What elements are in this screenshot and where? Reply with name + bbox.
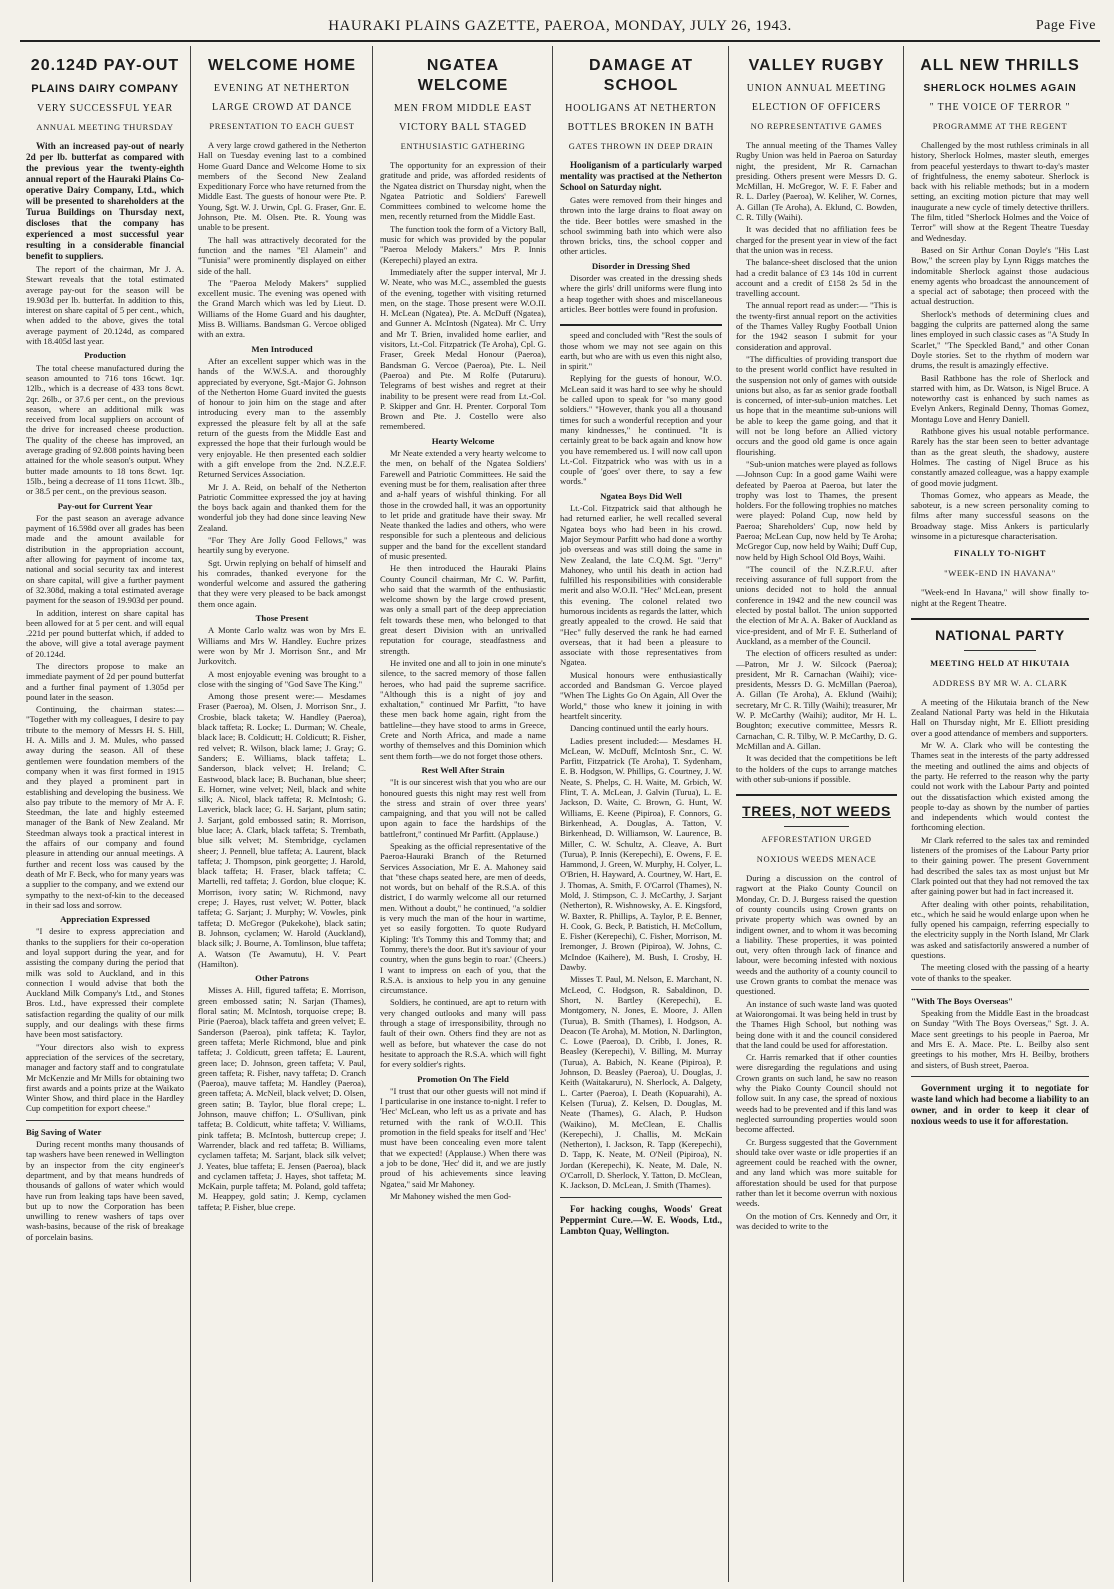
paragraph: A most enjoyable evening was brought to a close with the singing of "God Save The King.": [198, 668, 366, 689]
headline: ALL NEW THRILLS: [920, 57, 1080, 74]
paragraph: The meeting closed with the passing of a hearty vote of thanks to the speaker.: [911, 962, 1089, 983]
paragraph: The report of the chairman, Mr J. A. Stewart reveals that the total estimated average pay-out for the season will be 19.903d per lb. butterfat. In addition to this, interest on share capital of 5 per cent., which, when added to the above, gives the total average payment of 20.124d, as compared with 18.405d last year.: [26, 264, 184, 347]
paragraph: Government urging it to negotiate for waste land which had become a liability to an owner, and in order to keep it clear of noxious weeds to use it for afforestation.: [911, 1082, 1089, 1126]
paragraph: Misses A. Hill, figured taffeta; E. Morrison, green embossed satin; N. Sarjan (Thames), floral satin; M. McIntosh, torquoise crepe; B. Pirie (Paeroa), black taffeta and green velvet; E. Sanderson (Paeroa), pink taffeta; K. Taylor, green taffeta; Merle Richmond, blue and pink taffeta; J. Coldicutt, green taffeta; E. Laurent, green lace; D. Johnson, green taffeta; V. Paul, green taffeta; R. Fisher, navy taffeta; D. Cranch (Paeroa), mauve taffeta; M. Handley (Paeroa), green taffeta; A. McNeil, black velvet; D. Olsen, green satin; B. Taylor, blue floral crepe; L. Johnson, mauve chiffon; L. O'Sullivan, pink taffeta; B. Coldicutt, white taffeta; V. Williams, pink taffeta; B. McIntosh, buttercup crepe; J. Warrender, black and red taffeta; B. Williams, cyclamen taffeta; M. Sarjant, black silk velvet; J. Yeates, blue taffeta; E. Jensen (Paeroa), black and cyclamen taffeta; J. Hayes, shot taffeta; M. McKain, purple taffeta; M. Poland, gold taffeta; M. Heappey, gold satin; J. Kemp, cyclamen taffeta; P. Fisher, blue crepe.: [198, 985, 366, 1212]
paragraph: Challenged by the most ruthless criminals in all history, Sherlock Holmes, master sleuth, emerges from peaceful yesterdays to thwart to-day's master of frightfulness, the enemy saboteur. Sherlock is back with his reliable methods; but in a modern setting, an exciting motion picture that may well inaugurate a new cycle of timely detective thrillers. The film, titled "Sherlock Holmes and the Voice of Terror" will show at the Regent Theatre Tuesday and Wednesday.: [911, 140, 1089, 243]
headline: WELCOME HOME: [208, 57, 356, 74]
paragraph: The total cheese manufactured during the season amounted to 716 tons 16cwt. 1qr. 12lb., which is a decrease of 433 tons 8cwt. 2qr. 26lb., or 37.6 per cent., on the previous season, where an additional milk was received from local suppliers on account of the drive for increased cheese production. The quality of the cheese has improved, an average grading of 92.808 points having been attained for the whole season's output. Whey butter made amounts to 18 tons 8cwt. 1qr. 15lb., being a decrease of 11 tons 11cwt. 3lb., or 38.5 per cent., on the previous season.: [26, 362, 184, 497]
headline: NGATEA WELCOME: [417, 57, 509, 94]
paragraph: Sgt. Urwin replying on behalf of himself and his comrades, thanked everyone for the wonderful welcome and assured the gathering that they were very pleased to be back amongst them once again.: [198, 557, 366, 609]
paragraph: The function took the form of a Victory Ball, music for which was provided by the popular "Paeroa Melody Makers." Mrs P. Innis (Kerepechi) played an extra.: [380, 223, 546, 265]
paragraph: "I desire to express appreciation and thanks to the suppliers for their co-operation and loyal support during the year, and for assisting the company during the period that milk was sold to Auckland, and in this connection I would advise that both the Auckland Milk Company's Ltd., and Stones Bros. Ltd., have expressed their complete satisfaction regarding the quality of our milk supply, and our dealings with these firms have been most satisfactory.: [26, 926, 184, 1040]
column-damage-at-school: [554, 48, 728, 1578]
subheadline: PLAINS DAIRY COMPANY: [31, 83, 179, 95]
paragraph: Cr. Harris remarked that if other counties were disregarding the regulations and using Crown grants on such land, he saw no reason why the Piako County Council should not follow suit. In any case, the spread of noxious weeds had to be prevented and if this land was neglected surrounding properties would soon become affected.: [736, 1052, 897, 1135]
section-heading: FINALLY TO-NIGHT: [953, 548, 1047, 559]
headline: TREES, NOT WEEDS: [742, 803, 891, 820]
paragraph: For the past season an average advance payment of 16.598d over all grades has been made and the amount available for distribution in the appropriation account, after allowing for payment of income tax, national and social security tax and interest on share capital, will give a further payment of 32.308d, making a total estimated average payment for the season of 19.903d per pound.: [26, 512, 184, 606]
subheadline: NOXIOUS WEEDS MENACE: [756, 854, 877, 865]
column-welcome-home: [192, 48, 372, 1578]
column-all-new-thrills: [905, 48, 1095, 1578]
column-rule: [372, 46, 373, 1582]
subheadline: LARGE CROWD AT DANCE: [212, 102, 352, 113]
paragraph: Ladies present included:— Mesdames H. McLean, W. McDuff, McIntosh Snr., C. W. Parfitt, Fitzpatrick (Te Aroha), T. Sydenham, E. B. Hodgson, W. Phillips, G. Courtney, J. W. Neate, S. Phelps, C. H. Waite, M. Grbich, W. Flint, T. A. McLean, J. Galvin (Turua), L. E. Jackson, D. Waite, C. Brown, G. Hunt, W. Williams, E. Keene (Pipiroa), F. Connors, G. Birkenhead, A. Douglas, A. Tatton, V. Birkenhead, D. Williamson, W. Laurence, B. Miller, C. W. Schultz, A. Cleave, A. Burt (Turua), P. Innis (Kerepechi), E. Owens, F. E. Hammond, J. Green, W. Murphy, H. Colyer, L. O'Brien, H. Hayward, A. Courtney, W. Hart, E. J. Thomas, A. Smith, F. O'Carrol (Thames), N. Mold, J. Stimpson, C. J. McCarthy, J. Sarjant (Netherton), R. Wishnowsky, A. E. Kingsford, W. Baxter, R. Phillips, A. Taylor, P. E. Benner, H. Cook, G. Beck, P. Batistich, H. McCollum, E. Fisher (Kerepechi), C. Fisher, Morrison, M. Iremonger, J. Brown (Pipiroa), W. Johns, C. McIndoe (Kaihere), M. Bush, I. Crosby, H. Dawby.: [560, 735, 722, 973]
headline: NATIONAL PARTY: [935, 626, 1065, 643]
subheadline: PROGRAMME AT THE REGENT: [932, 121, 1068, 131]
subheadline: AFFORESTATION URGED: [761, 834, 872, 845]
advertisement: For hacking coughs, Woods' Great Peppermint Cure.—W. E. Woods, Ltd., Lambton Quay, Wellington.: [560, 1203, 722, 1236]
section-heading: Big Saving of Water: [26, 1126, 102, 1137]
paragraph: He invited one and all to join in one minute's silence, to the sacred memory of those fallen heroes, who had paid the supreme sacrifice. "Although this is a night of joy and exhaltation," continued Mr Parfitt, "to have these men back home again, right from the battleline—they have stood to arms in Greece, Crete and North Africa, and made a name worthy of themselves and this Dominion which sent them forth—we do not forget those others.: [380, 657, 546, 761]
lead-paragraph: With an increased pay-out of nearly 2d per lb. butterfat as compared with the previous year the twenty-eighth annual report of the Hauraki Plains Co-operative Dairy Company, Ltd., which will be presented to shareholders at the Turua Buildings on Thursday next, discloses that the company has experienced a most successful year resulting in a considerable financial benefit to suppliers.: [26, 141, 184, 261]
section-heading: "With The Boys Overseas": [911, 995, 1014, 1006]
paragraph: "I trust that our other guests will not mind if I particularise in one instance to-night. I refer to 'Hec' McLean, who left us as a private and has returned with the rank of W.O.II. This promotion in the field speaks for itself and 'Hec' must have been concealing even more talent that we expected! (Applause.) When there was a job to be done, 'Hec' did it, and we are justly proud of his achievements since leaving Ngatea," said Mr Mahoney.: [380, 1085, 546, 1189]
paragraph: A Monte Carlo waltz was won by Mrs E. Williams and Mrs W. Handley. Euchre prizes were won by Mr J. Morrison Snr., and Mr Jurkovitch.: [198, 625, 366, 667]
paragraph: On the motion of Crs. Kennedy and Orr, it was decided to write to the: [736, 1210, 897, 1231]
subheadline: MEN FROM MIDDLE EAST: [394, 103, 532, 114]
headline: VALLEY RUGBY: [748, 57, 885, 74]
paragraph: Dancing continued until the early hours.: [570, 723, 709, 734]
paragraph: Replying for the guests of honour, W.O. McLean said it was hard to see why he should be called upon to speak for "so many good soldiers." "However, thank you all a thousand times for such a wonderful reception and your many kindnesses," he continued. "It is certainly great to be back again and know how you have remembered us. I will now call upon Lt.-Col. Fitzpatrick who was with us in a couple of 'goes' over there, to say a few words.": [560, 373, 722, 487]
paragraph: In addition, interest on share capital has been allowed for at 5 per cent. and will equal .221d per pound butterfat which, if added to the above, will give a total average payment of 20.124d.: [26, 607, 184, 659]
paragraph: Mr Clark referred to the sales tax and reminded listeners of the promises of the Labour Party prior to their gaining power. The present Government had described the sales tax as most unjust but Mr Clark pointed out that they had not removed the tax after gaining power but had in fact increased it.: [911, 834, 1089, 897]
paragraph: He then introduced the Hauraki Plains County Council chairman, Mr C. W. Parfitt, who said that the warmth of the enthusiastic welcome shown by the large crowd present, was only a small part of the deep appreciation felt towards these men, who belonged to that great desert Division with an unrivalled reputation for courage, steadfastness and strength.: [380, 563, 546, 656]
paragraph: "Sub-union matches were played as follows—Johnson Cup: In a good game Waihi were defeated by Paeroa at Paeroa, but later the trophy was lost to Thames, the present holders. For the following trophies no matches were played: Poland Cup, now held by Paeroa; Shareholders' Cup, now held by Paeroa; McLean Cup, now held by Te Aroha; McGregor Cup, now held by Waihi; Duff Cup, now held by High School Old Boys, Waihi.: [736, 458, 897, 562]
paragraph: The annual report read as under:— "This is the twenty-first annual report on the activities of the Thames Valley Rugby Football Union for the 1942 season I submit for your consideration and approval.: [736, 300, 897, 352]
masthead-title: HAURAKI PLAINS GAZETTE, PAEROA, MONDAY, JULY 26, 1943.: [328, 18, 792, 34]
section-heading: Appreciation Expressed: [60, 914, 150, 925]
paragraph: "It is our sincerest wish that you who are our honoured guests this night may rest well from the stress and strain of over three years' campaigning, and that you will not be called upon again to face the hardships of the battlefront," continued Mr Parfitt. (Applause.): [380, 777, 546, 839]
subheadline: VICTORY BALL STAGED: [399, 122, 527, 133]
section-heading: Hearty Welcome: [431, 435, 495, 446]
paragraph: Mr Mahoney wished the men God-: [390, 1190, 512, 1201]
column-dairy-company: [20, 48, 190, 1578]
subheadline: BOTTLES BROKEN IN BATH: [567, 122, 715, 133]
divider: [911, 989, 1089, 990]
subheadline: UNION ANNUAL MEETING: [746, 83, 887, 94]
subheadline: " THE VOICE OF TERROR ": [929, 102, 1071, 113]
divider: [736, 794, 897, 796]
subheadline: GATES THROWN IN DEEP DRAIN: [568, 141, 714, 151]
column-rule: [728, 46, 729, 1582]
lead-paragraph: Hooliganism of a particularly warped mentality was practised at the Netherton School on Saturday night.: [560, 160, 722, 192]
section-heading: Ngatea Boys Did Well: [600, 490, 682, 501]
paragraph: During a discussion on the control of ragwort at the Piako County Council on Monday, Cr. D. J. Burgess raised the question of county councils using Crown grants on private property which was owned by an indigent owner, and to whom it was becoming a liability. These properties, it was pointed out, very often through lack of finance and labour, were becoming infested with noxious weeds and the authority of a county council to use Crown grants to combat the menace was questioned.: [736, 873, 897, 997]
paragraph: Misses T. Paul, M. Nelson, E. Marchant, N. McLeod, C. Hodgson, R. Sabaldinon, D. Short, N. Bartley (Kerepechi), E. Montgomery, N. Jones, E. Moore, J. Allen (Turua), B. Smith (Thames), I. Hodgson, A. Deacon (Te Aroha), M. Motion, N. Darlington, C. Lowe (Paeroa), D. Cribb, I. Jones, R. Beasley (Kerepechi), V. Billing, M. Murray (Turua), A. Babich, N. Keane (Pipiroa), P. Johnson, D. Beasley (Paeroa), U. Douglas, J. Keith (Waitakaruru), N. Sherlock, A. Dalgety, L. Carter (Paeroa), I. Death (Kopuarahi), A. Kelsen (Turua), Z. Kelsen, D. Douglas, M. Neate (Thames), G. Alach, P. Hudson (Waikino), M. McClean, E. Challis (Kerepechi), J. Challis, M. McKain (Netherton), I. Jackson, R. Tapp (Kerepechi), D. Tapp, K. Neate, M. O'Neil (Pipiroa), N. Jordan (Kerepechi), K. Neate, M. Dale, N. O'Carroll, D. Sherlock, Y. Tatton, D. McClean, K. Jackson, D. McLean, J. Smith (Thames).: [560, 974, 722, 1191]
paragraph: Rathbone gives his usual notable performance. Rarely has the star been seen to better advantage than as the great sleuth, the shadowy, austere Holmes. The casting of Nigel Bruce as his constantly amazed colleague, was a happy example of good movie judgment.: [911, 426, 1089, 488]
paragraph: Mr W. A. Clark who will be contesting the Thames seat in the interests of the party addressed the meeting and outlined the aims and objects of the party. He referred to the reason why the party could not work with the Labour Party and pointed out the dissatisfaction which existed among the people to-day as shown by the number of parties and independents which would contest the forthcoming election.: [911, 740, 1089, 833]
section-heading: Men Introduced: [251, 343, 313, 354]
section-heading: Rest Well After Strain: [421, 764, 505, 775]
section-heading: Production: [84, 350, 126, 361]
divider: [560, 324, 722, 326]
section-heading: Promotion On The Field: [417, 1073, 509, 1084]
paragraph: Musical honours were enthusiastically accorded and Bandsman G. Vercoe played "When The Lights Go On Again, All Over the World," those who knew it joining in with heartfelt sincerity.: [560, 669, 722, 721]
paragraph: Speaking as the official representative of the Paeroa-Hauraki Branch of the Returned Services Association, Mr E. A. Mahoney said that "these chaps seated here, are men of deeds, not words, but on behalf of the R.S.A. of this district, I do warmly welcome all our returned men. Without a doubt," he continued, "a soldier is very much the man of the hour in wartime, yet so easily forgotten. To quote Rudyard Kipling: 'It's Tommy this and Tommy that; and Tommy, there's the door. But it's saviour of your country, when the guns begin to roar.' (Cheers.) I want to impress on each of you, that the R.S.A. is anxious to help you in any genuine circumstance.: [380, 841, 546, 996]
subheadline: ELECTION OF OFFICERS: [751, 102, 882, 113]
paragraph: The election of officers resulted as under:—Patron, Mr J. W. Silcock (Paeroa); president, Mr R. Carnachan (Waihi); vice-presidents, Messrs D. G. McMillan (Paeroa), A. Gillan (Te Aroha), A. Eklund (Waihi); secretary, Mr C. R. Tilly (Waihi); treasurer, Mr W. P. McCarthy (Waihi); auditor, Mr H. L. Boughton; executive committee, Messrs R. Carnachan, C. R. Tilby, W. P. McCarthy, D. G. McMillan and A. Gillan.: [736, 648, 897, 751]
paragraph: "The council of the N.Z.R.F.U. after receiving assurance of full support from the unions decided not to hold the annual conference in 1942 and the new council was elected by postal ballot. The union supported the election of Mr A. A. Baker of Auckland as vice-president, and of Mr F. E. Sutherland of Auckland, as a member of the Council.: [736, 563, 897, 646]
paragraph: After dealing with other points, rehabilitation, etc., which he said he would enlarge upon when he fully opened his campaign, referring especially to the electricity supply in the North Island, Mr Clark was asked and satisfactorily answered a number of questions.: [911, 898, 1089, 960]
paragraph: Soldiers, he continued, are apt to return with very changed outlooks and many will pass through a stage of irresponsibility, through no fault of their own. Others find they are not as well as before, but whatever the case do not hesitate to approach the R.S.A. which will fight for every soldier's rights.: [380, 997, 546, 1070]
paragraph: The "Paeroa Melody Makers" supplied excellent music. The evening was opened with the Grand March which was led by Lieut. D. Williams of the Home Guard and his daughter, Miss B. Williams. Bandsman G. Vercoe obliged with an extra.: [198, 277, 366, 340]
subheadline: NO REPRESENTATIVE GAMES: [750, 121, 883, 131]
paragraph: A very large crowd gathered in the Netherton Hall on Tuesday evening last to a combined Home Guard Dance and Welcome Home to six members of the Second New Zealand Expeditionary Force who have returned from the Middle East. The guests of honour were Pte. P. Young, Sgt. W. J. Urwin, Cpl. G. Fraser, Gnr. E. Johnson, Pte. M. Olsen. Pte. R. Young was unable to be present.: [198, 140, 366, 233]
paragraph: "Week-end In Havana," will show finally to-night at the Regent Theatre.: [911, 587, 1089, 608]
paragraph: The directors propose to make an immediate payment of 2d per pound butterfat and a further final payment of 1.305d per pound later in the season.: [26, 660, 184, 702]
paragraph: Gates were removed from their hinges and thrown into the large drains to float away on the tide. Beer bottles were smashed in the school swimming bath into which were also thrown bricks, tins, the school copper and other articles.: [560, 195, 722, 257]
paragraph: Speaking from the Middle East in the broadcast on Sunday "With The Boys Overseas," Sgt. J. A. Mace sent greetings to his people in Paeroa, Mr and Mrs E. A. Mace. Pte. L. Beilby also sent greetings to his mother, Mrs H. Beilby, brothers and sisters, of Bush street, Paeroa.: [911, 1008, 1089, 1070]
subheadline: PRESENTATION TO EACH GUEST: [209, 121, 355, 131]
paragraph: Disorder was created in the dressing sheds where the girls' drill uniforms were flung into a heap together with shoes and miscellaneous articles. Beer bottles were found in profusion.: [560, 273, 722, 314]
masthead: [20, 14, 1100, 42]
paragraph: Basil Rathbone has the role of Sherlock and starred with him, as Dr. Watson, is Nigel Bruce. A noteworthy cast is enhanced by such names as Evelyn Ankers, Reginald Denny, Thomas Gomez, Montagu Love and Henry Daniell.: [911, 372, 1089, 424]
section-heading: Pay-out for Current Year: [57, 500, 153, 511]
paragraph: Based on Sir Arthur Conan Doyle's "His Last Bow," the screen play by Lynn Riggs matches the indomitable Sherlock against those audacious enemy agents who broadcast the announcement of a special act of sabotage; then proceed with the actual destruction.: [911, 244, 1089, 307]
divider: [911, 618, 1089, 620]
paragraph: A meeting of the Hikutaia branch of the New Zealand National Party was held in the Hikutaia Hall on Thursday night, Mr E. Elliott presiding over a good attendance of members and supporters.: [911, 696, 1089, 738]
paragraph: "For They Are Jolly Good Fellows," was heartily sung by everyone.: [198, 534, 366, 556]
divider: [911, 1076, 1089, 1077]
headline: 20.124D PAY-OUT: [30, 57, 180, 74]
subheadline: ENTHUSIASTIC GATHERING: [400, 141, 526, 151]
paragraph: Thomas Gomez, who appears as Meade, the saboteur, is a new screen personality coming to films after many successful seasons on the Broadway stage. Miss Ankers is particularly winsome in a picturesque characterisation.: [911, 489, 1089, 541]
paragraph: Cr. Burgess suggested that the Government should take over waste or idle properties if an agreement could be reached with the owner, and any land which was more suitable for afforestation should be used for that purpose rather than let it become overrun with noxious weeds.: [736, 1136, 897, 1209]
section-heading: Disorder in Dressing Shed: [591, 260, 691, 271]
divider: [26, 1120, 184, 1121]
paragraph: The balance-sheet disclosed that the union had a credit balance of £3 14s 10d in current account and a credit of £158 2s 5d in the travelling account.: [736, 257, 897, 299]
paragraph: Lt.-Col. Fitzpatrick said that although he had returned earlier, he well recalled several Ngatea boys who had been in his crowd. Major Seymour Parfitt who had done a worthy job overseas and was still doing the same in New Zealand, the late C.Q.M. Sgt. "Jerry" Mahoney, who until his death in action had fulfilled his responsibilities with considerable merit and also W.O.II. "Hec" McLean, present this evening. The colonel related two humorous incidents as regards the latter, which greatly appealed to the crowd. He said that "Hec" fully deserved the rank he had earned overseas, that it had been a pleasure to associate with those representatives from Ngatea.: [560, 503, 722, 668]
paragraph: The hall was attractively decorated for the function and the names "El Alamein" and "Tunisia" were prominently displayed on either side of the hall.: [198, 234, 366, 276]
subheadline: SHERLOCK HOLMES AGAIN: [923, 83, 1077, 94]
paragraph: "The difficulties of providing transport due to the present world conflict have resulted in the suspension not only of games with outside unions but also, as far as senior grade football is concerned, of inter-sub-union matches. Let us hope that in the meantime sub-unions will be able to keep the game going, and that it will not be long before an Allied victory occurs and the good old game is once again flourishing.: [736, 353, 897, 457]
paragraph: During recent months many thousands of tap washers have been renewed in Wellington by an inspector from the city engineer's department, and by that means hundreds of thousands of gallons of water which would have run from leaking taps have been saved, but up to now the Corporation has been unwilling to renew washers of taps over wash-basins, because of the risk of breakage of porcelain basins.: [26, 1139, 184, 1242]
subheadline: ADDRESS BY MR W. A. CLARK: [932, 677, 1068, 688]
paragraph: The annual meeting of the Thames Valley Rugby Union was held in Paeroa on Saturday night, the president, Mr R. Carnachan presiding. Others present were Messrs D. G. McMillan, H. McGregor, W. F. F. Faber and R. L. Darley (Paeroa), W. Keliher, W. Cornes, A. Gillan (Te Aroha), A. Eklund, C. Bowden, C. R. Tilly (Waihi).: [736, 140, 897, 223]
section-heading: Those Present: [255, 613, 309, 624]
headline: DAMAGE AT SCHOOL: [588, 57, 694, 94]
divider: [560, 1197, 722, 1198]
column-rule: [903, 46, 904, 1582]
paragraph: Mr J. A. Reid, on behalf of the Netherton Patriotic Committee expressed the joy at having the boys back again and thanked them for the wonderful job they had done since leaving New Zealand.: [198, 481, 366, 533]
subheadline: EVENING AT NETHERTON: [213, 83, 351, 94]
paragraph: Sherlock's methods of determining clues and bagging the culprits are patterned along the same lines employed in such classic cases as "A Study In Scarlet," "The Speckled Band," and other Conan Doyle stories. Set to the rhythm of modern war drums, the result is amazingly effective.: [911, 308, 1089, 371]
paragraph: It was decided that no affiliation fees be charged for the present year in view of the fact that the union was in recess.: [736, 224, 897, 255]
paragraph: Among those present were:— Mesdames Fraser (Paeroa), M. Olsen, J. Morrison Snr., J. Crosbie, black taketa; W. Handley (Paeroa), black taffeta; R. Locke; L. Durman; W. Cheale, black lace; B. Coldicutt; H. Coldicutt; R. Fisher, red velvet; R. Wilson, black lame; J. Gray; G. Sanders; E. Williams, black taffeta; L. Sanderson, black velvet; H. Ireland; C. Eastwood, black lace; B. Buchanan, blue sheer; E. Horner, wine velvet; Neil, black and white silk; A. Nicol, black taffeta; R. McIntosh; G. Laverick, black lace; G. H. Sarjant, plum satin; J. Sarjant, gold embossed satin; R. Morrison, blue lace; A. Clark, black taffeta; S. Trembath, blue silk velvet; M. Stembridge, cyclamen sheer; J. Pennell, blue taffeta; A. Laurent, black taffeta; J. Thompson, pink georgette; J. Harold, black taffeta; H. Fraser, black taffeta; C. Martelli, red taffeta; J. Gordon, blue cloque; K. Morrison, ivory satin; W. Richmond, navy crepe; J. Hayes, rust velvet; W. Potter, black taffeta; G. Sarjant; J. Murphy; W. Vowles, pink taffeta; D. McGregor (Pukekohe), black satin; B. Johnson, cyclamen; W. Harold (Auckland), black silk; J. Bourne, A. Tomlinson, blue taffeta; A. Watson (Te Awamutu), H. V. Peart (Hamilton).: [198, 691, 366, 969]
subheadline: "WEEK-END IN HAVANA": [944, 568, 1056, 579]
paragraph: Immediately after the supper interval, Mr J. W. Neate, who was M.C., assembled the guests of the evening, together with visiting returned men, on the stage. Those present were W.O.II. H. McLean (Ngatea), Pte. A. McDuff (Ngatea), and Gunner A. McIntosh (Ngatea). Mr C. Urry and Mr T. Brien, invalided home earlier, and visitors, Lt.-Col. Fitzpatrick (Te Aroha), Cpl. G. Fraser, Greek Medal Honour (Paeroa), Bandsman G. Vercoe (Paeroa), Pte. L. Neil (Paeroa) and Pte. M Rolfe (Putaruru). Telegrams of best wishes and regret at their inability to be present were read from Lt.-Col. P. Skipper and Gnr. H. Prenter. Corporal Tom Brown and Pte. J. Costello were also remembered.: [380, 266, 546, 432]
column-ngatea-welcome: [374, 48, 552, 1578]
paragraph: The opportunity for an expression of their gratitude and pride, was afforded residents of the Ngatea district on Thursday night, when the Ngatea Patriotic and Soldiers' Farewell Committees combined to welcome home the men, recently returned from the Middle East.: [380, 160, 546, 222]
paragraph: It was decided that the competitions be left to the holders of the cups to arrange matches with other sub-unions if possible.: [736, 753, 897, 784]
column-valley-rugby: [730, 48, 903, 1578]
subheadline: MEETING HELD AT HIKUTAIA: [930, 657, 1070, 668]
paragraph: speed and concluded with "Rest the souls of those whom we may not see again on this earth, but who are with us even this night also, in spirit.": [560, 330, 722, 372]
section-heading: Other Patrons: [255, 973, 309, 984]
paragraph: Continuing, the chairman states:— "Together with my colleagues, I desire to pay tribute to the memory of Messrs H. S. Hill, H. A. Mills and J. M. Mules, who passed away during the season. All of these gentlemen were foundation members of the company when it was first formed in 1915 and they played a prominent part in establishing and developing the business. We also pay tribute to the memory of Mr A. F. Steedman, the late and highly esteemed manager of the Bank of New Zealand. Mr Steedman always took a practical interest in the affairs of our company and found pleasure in attending our annual meetings. A further and recent loss was caused by the death of Mr F. Beck, who for many years was a supplier to the company, and we extend our sympathy to the next-of-kin to the deceased in their sad loss and sorrow.: [26, 704, 184, 910]
paragraph: An instance of such waste land was quoted at Waiorongomai. It was being held in trust by the Thames High School, but nothing was being done with it and the council considered that the land could be used for afforestation.: [736, 998, 897, 1050]
paragraph: Mr Neate extended a very hearty welcome to the men, on behalf of the Ngatea Soldiers' Farewell and Patriotic Committees. He said the evening must be for them, realisation after three and a-half years of wishful thinking. For all those in the crowded hall, it was an opportunity to let pride and gratitude have their sway. Mr Neate thanked the ladies and others, who were responsible for such a plenteous and delicious supper and the band for the excellent standard of music presented.: [380, 448, 546, 561]
column-rule: [552, 46, 553, 1582]
subheadline: ANNUAL MEETING THURSDAY: [36, 122, 174, 132]
divider: [964, 650, 1035, 651]
subheadline: VERY SUCCESSFUL YEAR: [36, 103, 174, 114]
page-number: Page Five: [1035, 18, 1096, 33]
divider: [784, 826, 848, 827]
paragraph: After an excellent supper which was in the hands of the W.W.S.A. and thoroughly appreciated by everyone, Sgt.-Major G. Johnson of the Netherton Home Guard invited the guests of honour to join him on the stage and after introducing every man to the assembly expressed the pleasure felt by all at the safe return of the guests from the Middle East and expressed the hope that their furlough would be very enjoyable. He then presented each soldier with a gift envelope from the 2nd. N.Z.E.F. Returned Services Association.: [198, 355, 366, 480]
column-rule: [190, 46, 191, 1582]
subheadline: HOOLIGANS AT NETHERTON: [565, 103, 717, 114]
paragraph: "Your directors also wish to express appreciation of the services of the secretary, manager and factory staff and to congratulate Mr McKenzie and Mr Mills for obtaining two first awards and a points prize at the Waikato Winter Show, and third place in the Hardley Cup competition for export cheese.": [26, 1041, 184, 1114]
